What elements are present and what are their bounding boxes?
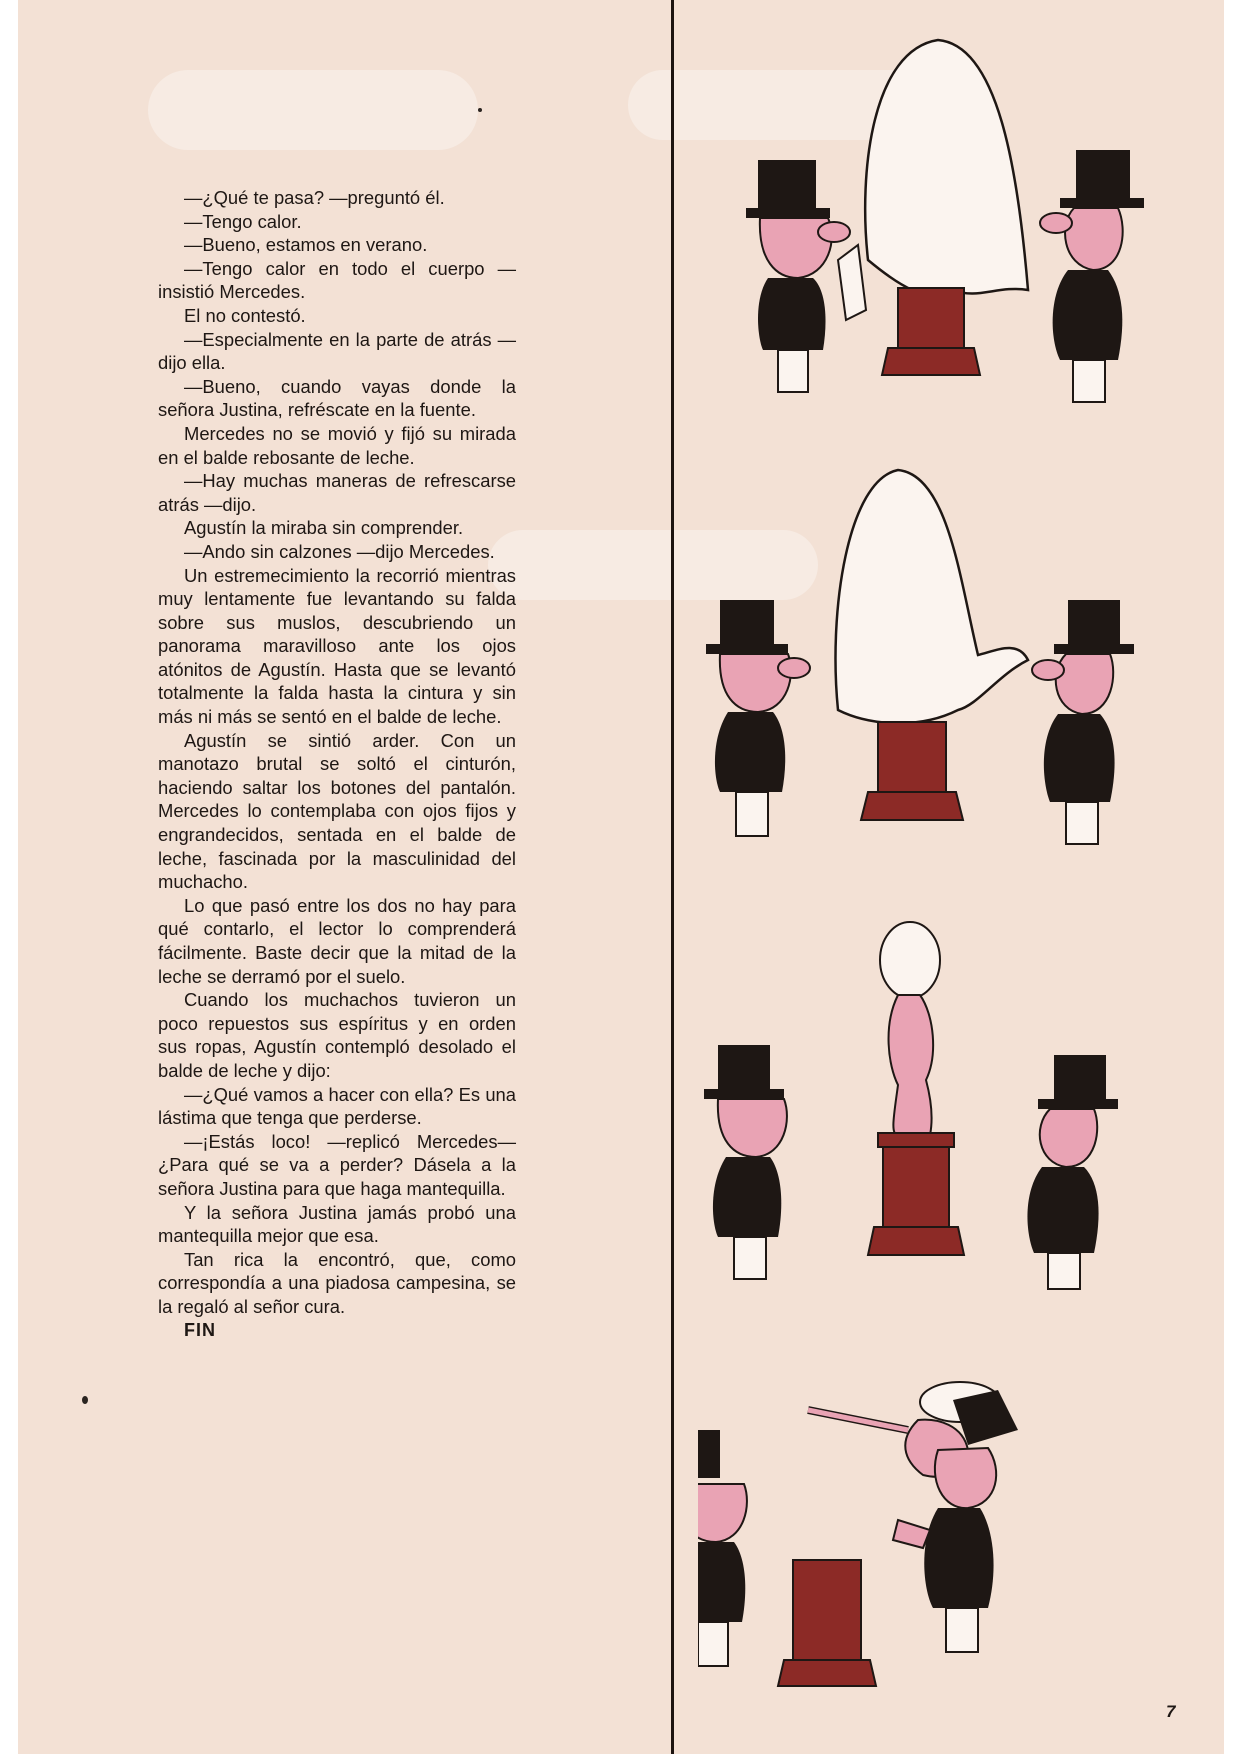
pedestal-base [778, 1660, 876, 1686]
pedestal [898, 288, 964, 348]
story-paragraph: —Bueno, cuando vayas donde la señora Justina, refréscate en la fuente. [158, 375, 516, 421]
ink-speck [82, 1396, 88, 1404]
story-paragraph: Agustín se sintió arder. Con un manotazo brutal se soltó el cinturón, haciendo saltar los botones del pantalón. Mercedes lo contemplaba con ojos fijos y engrandecidos, sentada en el balde de leche, fascinada por la masculinidad del muchacho. [158, 729, 516, 893]
story-paragraph: —¡Estás loco! —replicó Mercedes— ¿Para qué se va a perder? Dásela a la señora Justina para que haga mantequilla. [158, 1130, 516, 1199]
story-end-marker: FIN [184, 1319, 216, 1340]
bleed-through-shape [148, 70, 478, 150]
cloth-drape [836, 470, 1029, 723]
story-paragraph: —¿Qué te pasa? —preguntó él. [184, 187, 445, 208]
gentleman-left [746, 160, 866, 392]
pedestal-base [882, 348, 980, 375]
story-paragraph: —Bueno, estamos en verano. [184, 234, 428, 256]
gentleman-right [1032, 600, 1134, 844]
page-number: 7 [1166, 1702, 1176, 1721]
statue-figure [880, 922, 940, 1135]
pedestal [793, 1560, 861, 1660]
story-paragraph: —Especialmente en la parte de atrás —dijo ella. [158, 328, 516, 374]
pedestal [883, 1147, 949, 1227]
story-paragraph: Agustín la miraba sin comprender. [184, 517, 464, 539]
pedestal-base [861, 792, 963, 820]
pedestal-base [868, 1227, 964, 1255]
story-paragraph: Cuando los muchachos tuvieron un poco repuestos sus espíritus y en orden sus ropas, Agustín contempló desolado el balde de leche y dijo: [158, 989, 516, 1081]
story-paragraph: —Hay muchas maneras de refrescarse atrás —dijo. [158, 470, 516, 515]
story-paragraph: —¿Qué vamos a hacer con ella? Es una lástima que tenga que perderse. [158, 1083, 516, 1129]
story-paragraph: Mercedes no se movió y fijó su mirada en el balde rebosante de leche. [158, 422, 516, 468]
story-text-column [158, 186, 516, 1342]
gentleman-left [704, 1045, 787, 1279]
story-paragraph: —Tengo calor en todo el cuerpo —insistió Mercedes. [158, 257, 516, 303]
gentleman-left [698, 1430, 747, 1666]
magazine-page [18, 0, 1224, 1754]
story-paragraph: —Ando sin calzones —dijo Mercedes. [184, 540, 495, 562]
comic-panel-2 [698, 460, 1198, 850]
comic-panel-4 [698, 1380, 1198, 1720]
story-paragraph: Lo que pasó entre los dos no hay para qué contarlo, el lector lo comprenderá fácilmente. Baste decir que la mitad de la leche se derramó por el suelo. [158, 894, 516, 987]
gentleman-right [1027, 1055, 1118, 1289]
story-paragraph: Tan rica la encontró, que, como correspondía a una piadosa campesina, se la regaló al señor cura. [158, 1248, 516, 1317]
story-paragraph: El no contestó. [184, 304, 306, 326]
story-paragraph: Y la señora Justina jamás probó una mantequilla mejor que esa. [158, 1201, 516, 1247]
statue-base [878, 1133, 954, 1147]
story-paragraph: Un estremecimiento la recorrió mientras muy lentamente fue levantando su falda sobre sus muslos, descubriendo un panorama maravilloso ante los ojos atónitos de Agustín. Hasta que se levantó totalmente la falda hasta la cintura y sin más ni más se sentó en el balde de leche. [158, 564, 516, 728]
cloth-drape [865, 40, 1028, 295]
gentleman-left [706, 600, 810, 836]
comic-panel-3 [698, 915, 1198, 1295]
story-paragraph: —Tengo calor. [184, 210, 302, 232]
ink-speck [478, 108, 482, 112]
gentleman-right [1040, 150, 1144, 402]
comic-panel-1 [698, 20, 1198, 410]
pedestal [878, 722, 946, 792]
column-divider [671, 0, 674, 1754]
